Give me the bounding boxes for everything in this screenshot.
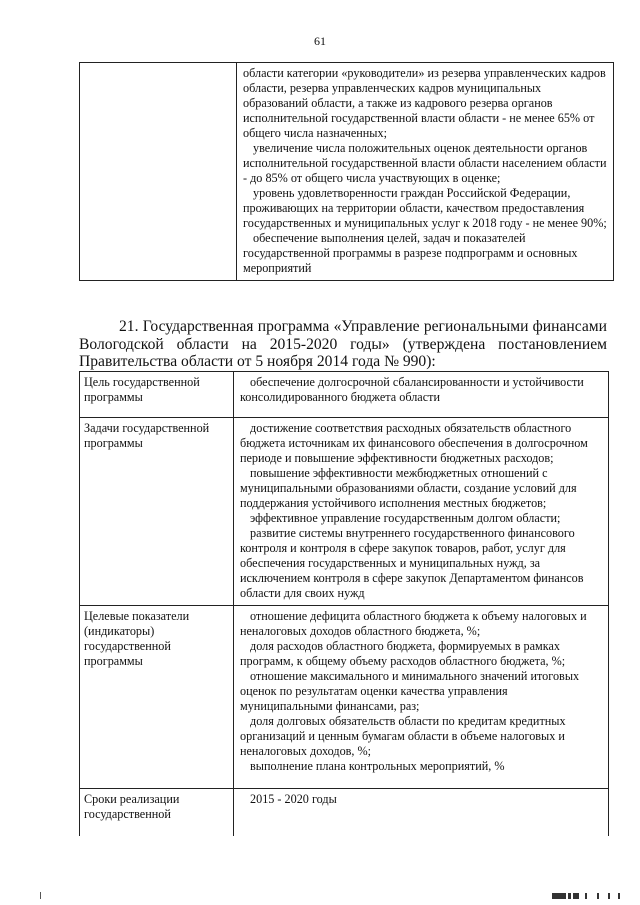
table-row (80, 372, 609, 418)
list-item: доля расходов областного бюджета, формируемых в рамках программ, к общему объему расходов областного бюджета, %; (240, 639, 566, 668)
list-item: отношение дефицита областного бюджета к объему налоговых и неналоговых доходов областного бюджета, %; (240, 609, 587, 638)
list-item: выполнение плана контрольных мероприятий, % (250, 759, 505, 773)
indicators-label: Целевые показатели (индикаторы) государственной программы (80, 606, 234, 789)
list-item: развитие системы внутреннего государственного финансового контроля и контроля в сфере закупок товаров, работ, услуг для обеспечения государственных и муниципальных нужд, за исключением контроля в сфере закупок Департаментом финансов области для своих нужд (240, 526, 584, 600)
list-item: доля долговых обязательств области по кредитам кредитных организаций и ценным бумагам области в объеме налоговых и неналоговых доходов, %; (240, 714, 566, 758)
terms-label: Сроки реализации государственной (80, 789, 234, 837)
table-row (80, 418, 609, 606)
list-item: обеспечение выполнения целей, задач и показателей государственной программы в разрезе подпрограмм и основных мероприятий (243, 231, 578, 275)
terms-content (234, 789, 609, 837)
section-heading: 21. Государственная программа «Управление региональными финансами Вологодской области на 2015-2020 годы» (утверждена постановлением Правительства области от 5 ноября 2014 года № 990): (79, 318, 607, 370)
tasks-content (234, 418, 609, 606)
terms-value: 2015 - 2020 годы (250, 792, 337, 806)
scan-mark-left (40, 892, 41, 899)
table-cell-content (237, 63, 614, 281)
goal-content (234, 372, 609, 418)
goal-label: Цель государственной программы (80, 372, 234, 418)
tasks-label: Задачи государственной программы (80, 418, 234, 606)
table-cell-label (80, 63, 237, 281)
program-passport-table (79, 371, 609, 836)
list-item: достижение соответствия расходных обязательств областного бюджета источникам их финансового обеспечения в долгосрочном периоде и повышение эффективности бюджетных расходов; (240, 421, 588, 465)
list-item: эффективное управление государственным долгом области; (250, 511, 561, 525)
list-item: области категории «руководители» из резерва управленческих кадров области, резерва управленческих кадров муниципальных образований области, а также из кадрового резерва органов исполнительной государственной власти области - не менее 65% от общего числа назначенных; (243, 66, 606, 140)
scan-marks (552, 893, 622, 899)
list-item: увеличение числа положительных оценок деятельности органов исполнительной государственной власти области населением области - до 85% от общего числа участвующих в оценке; (243, 141, 607, 185)
page-number: 61 (314, 34, 326, 48)
continued-program-table (79, 62, 614, 281)
table-row (80, 606, 609, 789)
list-item: отношение максимального и минимального значений итоговых оценок по результатам оценки качества управления муниципальными финансами, раз; (240, 669, 580, 713)
list-item: повышение эффективности межбюджетных отношений с муниципальными образованиями области, создание условий для поддержания устойчивого исполнения местных бюджетов; (240, 466, 577, 510)
table-row (80, 63, 614, 281)
list-item: уровень удовлетворенности граждан Российской Федерации, проживающих на территории области, качеством предоставления государственных и муниципальных услуг к 2018 году - не менее 90%; (243, 186, 607, 230)
indicators-content (234, 606, 609, 789)
table-row (80, 789, 609, 837)
list-item: обеспечение долгосрочной сбалансированности и устойчивости консолидированного бюджета области (240, 375, 584, 404)
